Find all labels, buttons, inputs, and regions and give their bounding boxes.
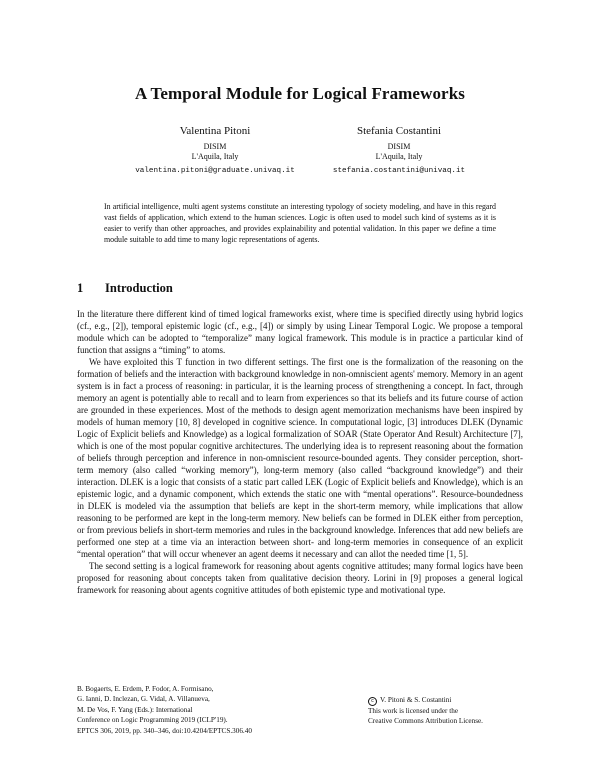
author-email: stefania.costantini@univaq.it xyxy=(332,167,466,175)
section-title: Introduction xyxy=(105,281,173,295)
paragraph-3: The second setting is a logical framework for reasoning about agents cognitive attitudes; many formal logics have been proposed for reasoning about concepts taken from qualitative decision theory. Lorini in [9] proposes a general logical framework for reasoning about agents cognitive attitudes of both epistemic type and motivational type. xyxy=(77,561,523,595)
author-name: Valentina Pitoni xyxy=(179,125,251,137)
body-text xyxy=(77,308,523,596)
paragraph-1: In the literature there different kind of timed logical frameworks exist, where time is specified directly using hybrid logics (cf., e.g., [2]), temporal epistemic logic (cf., e.g., [4]) or simply by using Linear Temporal Logic. We propose a temporal module which can be adopted to “temporalize” many logical framework. This module is in practice a particular kind of function that assigns a “timing” to atoms. xyxy=(77,309,523,355)
author-block-1 xyxy=(130,125,300,177)
paragraph-2: We have exploited this T function in two different settings. The first one is the formalization of the reasoning on the formation of beliefs and the interaction with background knowledge in non-omniscient agents' memory. Memory in an agent system is in fact a process of reasoning: in particular, it is the learning process of strengthening a concept. In fact, through memory an agent is potentially able to recall and to learn from experiences so that its beliefs and its future course of action are grounded in these experiences. Most of the methods to design agent memorization mechanisms have been inspired by models of human memory [10, 8] developed in cognitive science. In computational logic, [3] introduces DLEK (Dynamic Logic of Explicit beliefs and Knowledge) as a logical formalization of SOAR (State Operator And Result) Architecture [7], which is one of the most popular cognitive architectures. The underlying idea is to represent reasoning about the formation of beliefs through perception and inference in non-omniscient resource-bounded agents. They consider perception, short-term memory (also called “working memory”), long-term memory (also called “background knowledge”) and their interaction. DLEK is a logic that consists of a static part called LEK (Logic of Explicit beliefs and Knowledge), which is an epistemic logic, and a dynamic component, which extends the static one with “mental operations”. Resource-boundedness in DLEK is modeled via the assumption that beliefs are kept in the short-term memory, while implications that allow reasoning to be performed are kept in the long-term memory. New beliefs can be formed in DLEK either from perception, or from previous beliefs in short-term memories and rules in the background knowledge. Inferences that add new beliefs are performed one step at a time via an interaction between short- and long-term memories in consequence of an explicit “mental operation” that will occur whenever an agent deems it necessary and can allot the needed time [1, 5]. xyxy=(77,357,523,559)
abstract: In artificial intelligence, multi agent systems constitute an interesting typology of society modeling, and have in this regard vast fields of application, which extend to the human sciences. Logic is often used to model such kind of systems as it is easier to verify than other approaches, and provides explainability and potential validation. In this paper we define a time module suitable to add time to many logic representations of agents. xyxy=(104,202,496,245)
author-block-2 xyxy=(314,125,484,177)
footer-license xyxy=(368,695,538,727)
copyright-icon: c xyxy=(368,697,377,706)
editors-line: G. Ianni, D. Inclezan, G. Vidal, A. Villanueva, xyxy=(77,695,210,704)
editors-line: EPTCS 306, 2019, pp. 340–346, doi:10.4204/EPTCS.306.40 xyxy=(77,726,252,735)
footer-editors xyxy=(77,684,357,736)
author-email: valentina.pitoni@graduate.univaq.it xyxy=(135,167,295,175)
license-line: This work is licensed under the xyxy=(368,707,459,715)
editors-line: B. Bogaerts, E. Erdem, P. Fodor, A. Formisano, xyxy=(77,685,214,693)
section-heading xyxy=(77,281,173,296)
license-line: Creative Commons Attribution License. xyxy=(368,717,483,726)
author-department: DISIM xyxy=(387,142,411,151)
copyright-line xyxy=(368,695,538,706)
copyright-holders: V. Pitoni & S. Costantini xyxy=(380,696,452,704)
author-location: L'Aquila, Italy xyxy=(191,152,239,161)
paper-title: A Temporal Module for Logical Frameworks xyxy=(135,84,465,103)
author-name: Stefania Costantini xyxy=(356,125,441,137)
editors-line: M. De Vos, F. Yang (Eds.): International xyxy=(77,705,193,714)
author-location: L'Aquila, Italy xyxy=(375,152,423,161)
editors-line: Conference on Logic Programming 2019 (ICLP'19). xyxy=(77,716,228,725)
author-department: DISIM xyxy=(203,142,227,151)
section-number: 1 xyxy=(77,281,84,295)
